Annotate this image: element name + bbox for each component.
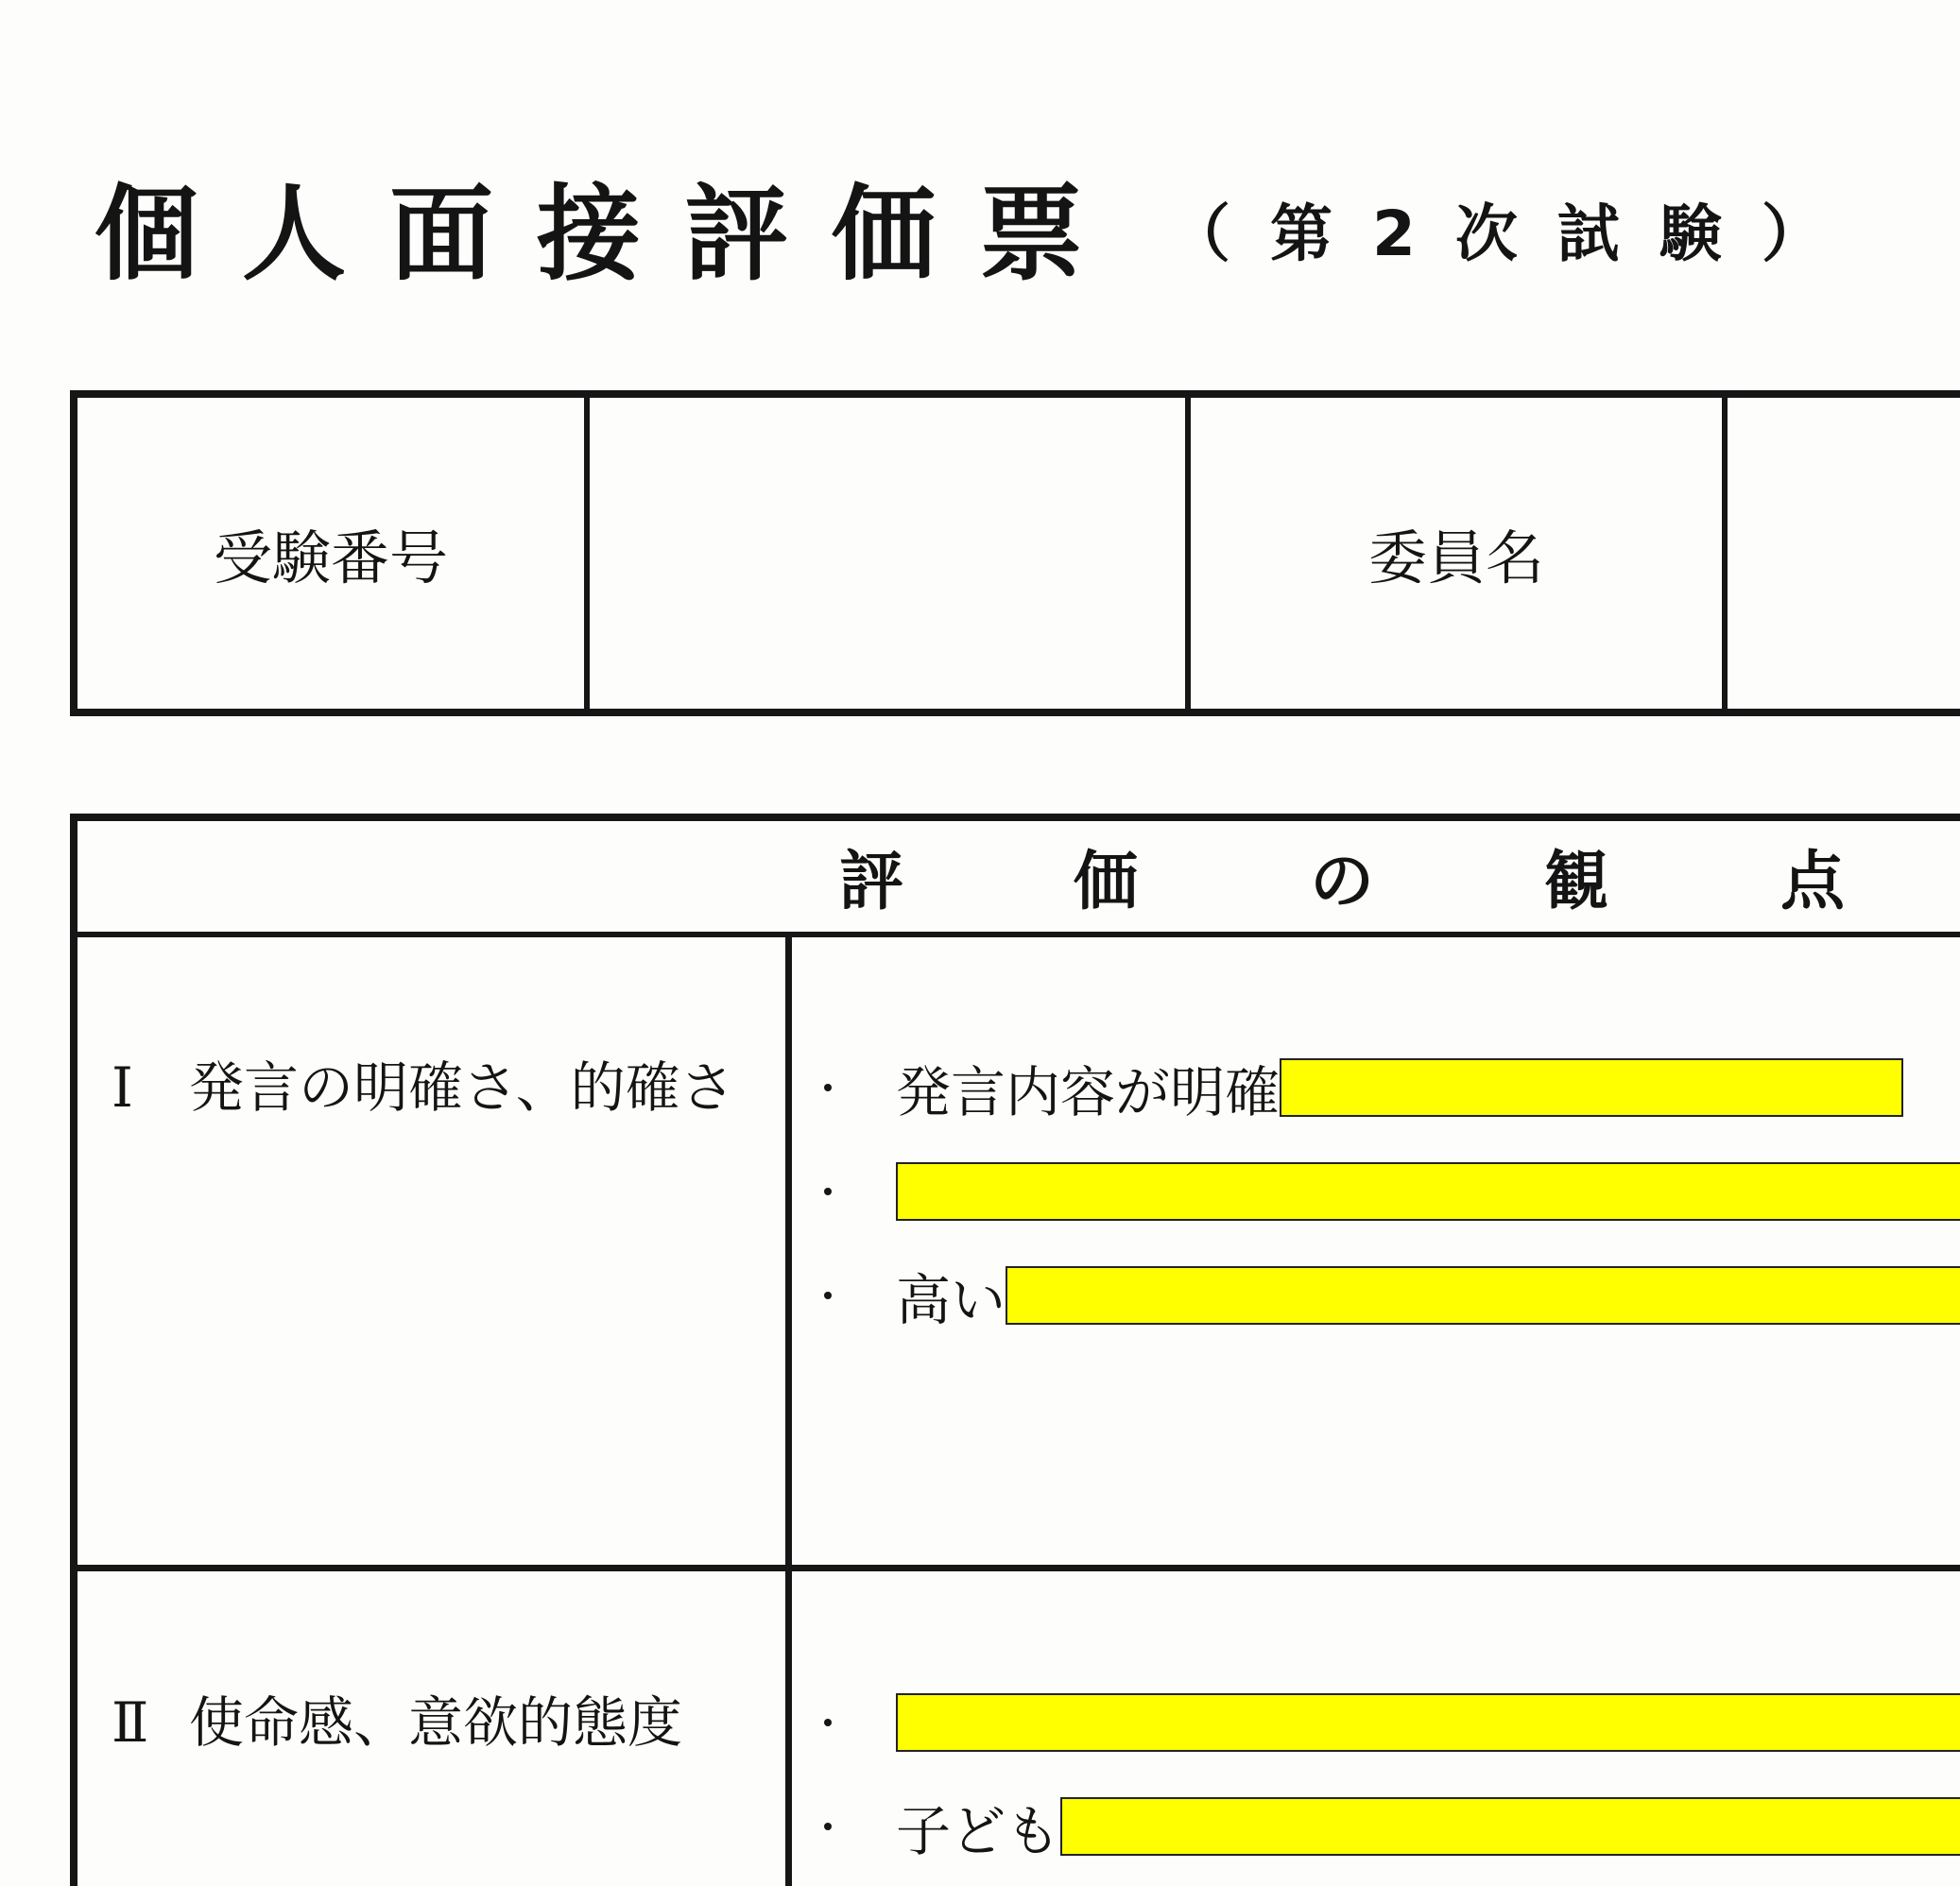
criterion-1 [112,1055,735,1120]
redaction-bar [1060,1797,1960,1856]
bullet-text: 子ども [896,1799,1061,1863]
criterion-label: 使命感、意欲的態度 [189,1690,683,1755]
committee-name-field[interactable] [1728,398,1960,709]
evaluation-table [70,814,1960,1886]
exam-number-label: 受験番号 [213,523,448,592]
bullet-icon [824,1188,832,1195]
heading-char: 点 [1780,845,1846,919]
heading-char: 価 [1074,845,1139,919]
evaluation-header-row [77,821,1960,937]
bullet-text: 発言内容が明確 [896,1060,1281,1124]
title-main: 個人面接評価票 [95,174,1126,295]
row-divider [77,1565,1960,1571]
bullet-icon [824,1823,832,1830]
committee-name-label: 委員名 [1367,523,1544,592]
criterion-number: Ⅰ [112,1055,133,1120]
bullet-icon [824,1719,832,1726]
redaction-bar [896,1162,1960,1221]
redaction-bar [1280,1058,1903,1117]
bullet-item [824,1265,1960,1332]
bullet-item [824,1057,1903,1124]
criterion-2 [112,1690,683,1755]
criterion-label: 発言の明確さ、的確さ [189,1055,735,1120]
document-title [95,168,1864,300]
bullet-item [824,1161,1960,1222]
candidate-info-table [70,390,1960,716]
bullet-icon [824,1084,832,1091]
heading-char: 観 [1544,845,1609,919]
title-subtitle: （第2次試験） [1168,197,1864,270]
bullet-icon [824,1292,832,1299]
criteria-column-divider [785,932,792,1886]
exam-number-field[interactable] [590,398,1185,709]
redaction-bar [1006,1266,1960,1325]
criterion-number: Ⅱ [112,1690,149,1755]
bullet-item [824,1692,1960,1753]
bullet-item [824,1796,1960,1863]
heading-char: 評 [839,845,904,919]
redaction-bar [896,1693,1960,1752]
bullet-text: 高い [896,1268,1006,1332]
heading-char: の [1310,845,1375,919]
